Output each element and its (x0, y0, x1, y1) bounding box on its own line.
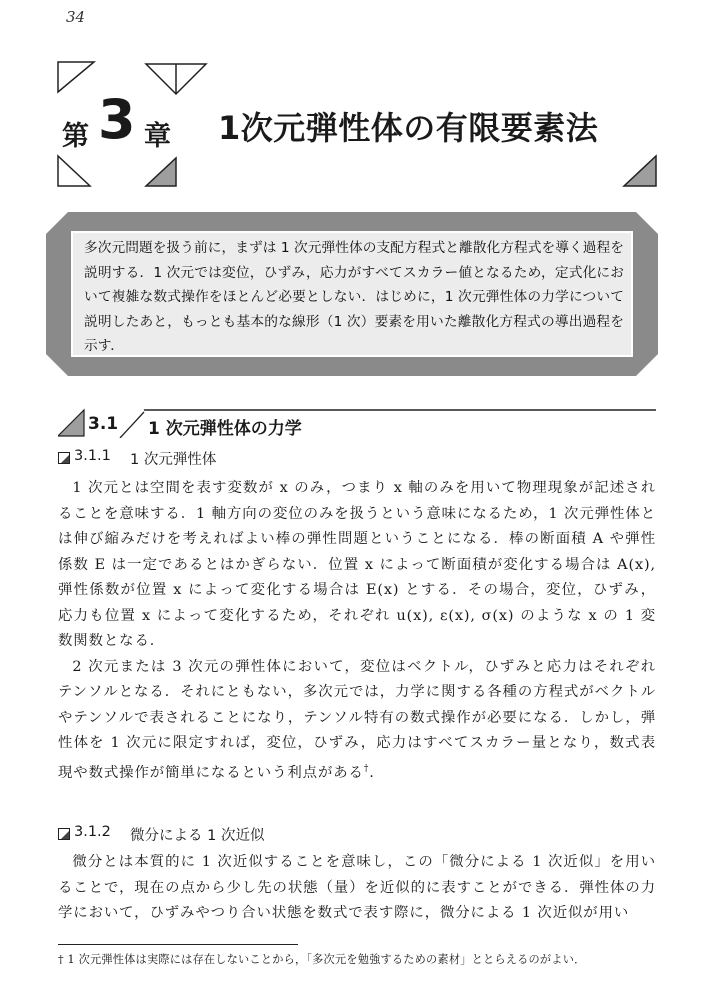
ornament-bottom-right-icon (624, 156, 656, 186)
chapter-number: 3 (98, 88, 136, 151)
ornament-top-middle-icon (146, 64, 206, 94)
footnote: † 1 次元弾性体は実際には存在しないことから，「多次元を勉強するための素材」ととらえるのがよい． (58, 953, 586, 966)
subsection-number: 3.1.1 (74, 448, 111, 464)
paragraph: 2 次元または 3 次元の弾性体において，変位はベクトル，ひずみと応力はそれぞれテンソルとなる．それにともない，多次元では，力学に関する各種の方程式がベクトルやテンソルで表されることになり，テンソル特有の数式操作が必要になる．しかし，弾性体を 1 次元に限定すれば，変位，ひずみ，応力はすべてスカラー量となり，数式表現や数式操作が簡単になるという利点がある†. (58, 658, 656, 781)
ornament-top-left-icon (58, 62, 94, 92)
paragraph: 1 次元とは空間を表す変数が x のみ，つまり x 軸のみを用いて物理現象が記述されることを意味する．1 軸方向の変位のみを扱うという意味になるため，1 次元弾性体とは伸び縮みだけを考えればよい棒の弾性問題ということになる．棒の断面積 A や弾性係数 E は一定であるとはかぎらない．位置 x によって断面積が変化する場合は A(x), 弾性係数が位置 x によって変化する場合は E(x) とする．その場合，変位，ひずみ，応力も位置 x によって変化するため，それぞれ u(x), ε(x), σ(x) のような x の 1 変数関数となる． (58, 480, 656, 649)
paragraph: 微分とは本質的に 1 次近似することを意味し，この「微分による 1 次近似」を用いることで，現在の点から少し先の状態（量）を近似的に表すことができる．弾性体の力学において，ひずみやつり合い状態を数式で表す際に，微分による 1 次近似が用い (58, 854, 656, 921)
section-triangle-icon (58, 410, 84, 436)
section-number: 3.1 (88, 414, 119, 434)
subsection-body (58, 850, 656, 927)
subsection-title: 微分による 1 次近似 (130, 828, 265, 844)
subsection-number: 3.1.2 (74, 824, 111, 840)
subsection-box-icon (58, 452, 70, 464)
subsection-box-icon (58, 828, 70, 840)
chapter-prefix: 第 (62, 121, 89, 152)
subsection-title: 1 次元弾性体 (130, 452, 217, 468)
page-number: 34 (66, 8, 86, 26)
subsection-body (58, 476, 656, 786)
ornament-bottom-left-icon (58, 156, 90, 186)
ornament-bottom-middle-icon (146, 158, 176, 186)
chapter-suffix: 章 (144, 121, 171, 152)
footnote-mark: † (363, 763, 370, 774)
chapter-title: 1次元弾性体の有限要素法 (218, 109, 599, 147)
footnote-rule (58, 944, 298, 945)
section-title: 1 次元弾性体の力学 (148, 419, 302, 439)
chapter-abstract: 多次元問題を扱う前に，まずは 1 次元弾性体の支配方程式と離散化方程式を導く過程を説明する．1 次元では変位，ひずみ，応力がすべてスカラー値となるため，定式化において複雑な数式操作をほとんど必要としない．はじめに，1 次元弾性体の力学について説明したあと，もっとも基本的な線形（1 次）要素を用いた離散化方程式の導出過程を示す． (84, 240, 624, 354)
